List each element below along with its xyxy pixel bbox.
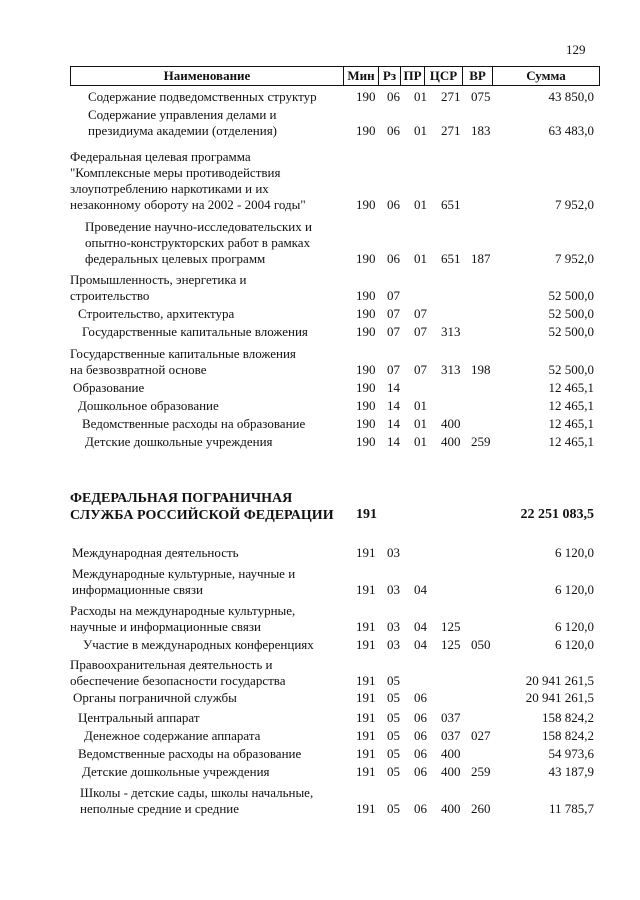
cell-sum: 12 465,1 (548, 380, 594, 395)
row-name-line: ФЕДЕРАЛЬНАЯ ПОГРАНИЧНАЯ (70, 491, 293, 506)
row-name (78, 746, 301, 762)
cell-min: 191 (356, 545, 376, 560)
cell-rz: 05 (387, 746, 400, 761)
cell-rz: 05 (387, 764, 400, 779)
cell-min: 190 (356, 380, 376, 395)
cell-csr: 400 (441, 434, 461, 449)
cell-vr: 075 (471, 89, 491, 104)
cell-pr: 07 (414, 362, 427, 377)
cell-rz: 05 (387, 728, 400, 743)
cell-min: 191 (356, 507, 377, 522)
cell-sum: 7 952,0 (555, 197, 594, 212)
cell-csr: 651 (441, 251, 461, 266)
cell-pr: 06 (414, 801, 427, 816)
cell-rz: 06 (387, 123, 400, 138)
table-header (70, 66, 600, 86)
cell-min: 190 (356, 416, 376, 431)
row-name (70, 149, 306, 213)
cell-sum: 20 941 261,5 (525, 690, 594, 705)
row-name (82, 416, 305, 432)
cell-min: 190 (356, 398, 376, 413)
row-name-line: Международные культурные, научные и (72, 566, 296, 581)
cell-min: 191 (356, 582, 376, 597)
cell-min: 191 (356, 690, 376, 705)
cell-sum: 43 187,9 (548, 764, 594, 779)
cell-csr: 400 (441, 416, 461, 431)
cell-rz: 03 (387, 619, 400, 634)
row-name-line: Содержание подведомственных структур (88, 89, 317, 104)
cell-sum: 11 785,7 (548, 801, 594, 816)
row-name (78, 710, 200, 726)
cell-pr: 07 (414, 306, 427, 321)
row-name (88, 89, 317, 105)
cell-csr: 651 (441, 197, 461, 212)
row-name-line: Школы - детские сады, школы начальные, (80, 785, 314, 800)
cell-rz: 14 (387, 434, 400, 449)
row-name-line: Денежное содержание аппарата (84, 728, 261, 743)
cell-sum: 7 952,0 (555, 251, 594, 266)
cell-min: 191 (356, 710, 376, 725)
cell-pr: 07 (414, 324, 427, 339)
cell-min: 190 (356, 288, 376, 303)
cell-min: 190 (356, 306, 376, 321)
cell-pr: 01 (414, 434, 427, 449)
cell-rz: 07 (387, 306, 400, 321)
cell-pr: 01 (414, 398, 427, 413)
cell-pr: 01 (414, 89, 427, 104)
cell-rz: 05 (387, 673, 400, 688)
row-name-line: злоупотреблению наркотиками и их (70, 181, 269, 196)
cell-rz: 06 (387, 251, 400, 266)
cell-min: 191 (356, 746, 376, 761)
cell-vr: 027 (471, 728, 491, 743)
cell-sum: 6 120,0 (555, 619, 594, 634)
cell-sum: 52 500,0 (548, 362, 594, 377)
cell-min: 190 (356, 89, 376, 104)
row-name-line: СЛУЖБА РОССИЙСКОЙ ФЕДЕРАЦИИ (70, 508, 334, 523)
cell-sum: 54 973,6 (548, 746, 594, 761)
row-name-line: Содержание управления делами и (88, 107, 277, 122)
cell-rz: 05 (387, 710, 400, 725)
row-name (85, 219, 312, 267)
row-name-line: неполные средние и средние (80, 801, 240, 816)
cell-sum: 12 465,1 (548, 398, 594, 413)
cell-sum: 20 941 261,5 (525, 673, 594, 688)
header-csr: ЦСР (425, 67, 463, 85)
cell-min: 191 (356, 637, 376, 652)
cell-csr: 125 (441, 637, 461, 652)
header-pr: ПР (401, 67, 425, 85)
header-sum: Сумма (526, 68, 566, 83)
cell-pr: 01 (414, 123, 427, 138)
cell-min: 191 (356, 673, 376, 688)
row-name-line: Строительство, архитектура (78, 306, 235, 321)
row-name-line: Правоохранительная деятельность и (70, 657, 273, 672)
row-name-line: Участие в международных конференциях (83, 637, 314, 652)
row-name-line: информационные связи (72, 582, 203, 597)
cell-sum: 52 500,0 (548, 324, 594, 339)
cell-sum: 52 500,0 (548, 306, 594, 321)
cell-pr: 06 (414, 710, 427, 725)
cell-pr: 01 (414, 251, 427, 266)
cell-vr: 050 (471, 637, 491, 652)
cell-min: 190 (356, 434, 376, 449)
cell-pr: 04 (414, 637, 427, 652)
cell-sum: 6 120,0 (555, 545, 594, 560)
row-name-line: Дошкольное образование (78, 398, 219, 413)
row-name (85, 434, 273, 450)
cell-vr: 187 (471, 251, 491, 266)
cell-min: 191 (356, 619, 376, 634)
row-name-line: Проведение научно-исследовательских и (85, 219, 312, 234)
cell-rz: 06 (387, 197, 400, 212)
row-name (70, 346, 296, 378)
cell-rz: 14 (387, 380, 400, 395)
row-name (73, 690, 237, 706)
cell-sum: 52 500,0 (548, 288, 594, 303)
row-name-line: Федеральная целевая программа (70, 149, 251, 164)
row-name-line: Промышленность, энергетика и (70, 272, 247, 287)
row-name (70, 272, 246, 304)
cell-rz: 05 (387, 690, 400, 705)
row-name-line: федеральных целевых программ (85, 251, 266, 266)
cell-sum: 12 465,1 (548, 416, 594, 431)
cell-sum: 6 120,0 (555, 637, 594, 652)
cell-sum: 158 824,2 (542, 728, 594, 743)
cell-csr: 313 (441, 362, 461, 377)
row-name-line: незаконному обороту на 2002 - 2004 годы" (70, 197, 306, 212)
cell-csr: 271 (441, 123, 461, 138)
page-number: 129 (566, 42, 586, 57)
cell-pr: 06 (414, 728, 427, 743)
cell-min: 190 (356, 251, 376, 266)
header-min: Мин (344, 67, 379, 85)
cell-min: 191 (356, 764, 376, 779)
row-name-line: Ведомственные расходы на образование (78, 746, 302, 761)
row-name-line: строительство (70, 288, 150, 303)
cell-csr: 400 (441, 801, 461, 816)
cell-pr: 06 (414, 746, 427, 761)
cell-sum: 158 824,2 (542, 710, 594, 725)
row-name-line: Государственные капитальные вложения (82, 324, 308, 339)
row-name (80, 785, 313, 817)
row-name-line: Центральный аппарат (78, 710, 200, 725)
row-name-line: Государственные капитальные вложения (70, 346, 296, 361)
cell-rz: 14 (387, 416, 400, 431)
row-name (73, 380, 144, 396)
row-name-line: обеспечение безопасности государства (70, 673, 286, 688)
cell-min: 190 (356, 123, 376, 138)
cell-csr: 037 (441, 728, 461, 743)
cell-rz: 03 (387, 545, 400, 560)
row-name-line: опытно-конструкторских работ в рамках (85, 235, 311, 250)
header-vr: ВР (463, 67, 493, 85)
cell-sum: 22 251 083,5 (520, 507, 594, 522)
cell-rz: 14 (387, 398, 400, 413)
row-name-line: "Комплексные меры противодействия (70, 165, 281, 180)
cell-min: 190 (356, 324, 376, 339)
cell-min: 190 (356, 197, 376, 212)
row-name (70, 490, 334, 524)
cell-rz: 07 (387, 324, 400, 339)
cell-min: 190 (356, 362, 376, 377)
row-name-line: научные и информационные связи (70, 619, 261, 634)
cell-pr: 04 (414, 619, 427, 634)
cell-sum: 6 120,0 (555, 582, 594, 597)
cell-vr: 259 (471, 434, 491, 449)
row-name-line: Детские дошкольные учреждения (82, 764, 270, 779)
cell-vr: 183 (471, 123, 491, 138)
row-name-line: Детские дошкольные учреждения (85, 434, 273, 449)
cell-pr: 06 (414, 690, 427, 705)
cell-vr: 259 (471, 764, 491, 779)
row-name (78, 306, 234, 322)
row-name-line: Международная деятельность (72, 545, 239, 560)
cell-sum: 12 465,1 (548, 434, 594, 449)
header-rz: Рз (379, 67, 401, 85)
cell-pr: 01 (414, 197, 427, 212)
row-name (82, 324, 308, 340)
cell-min: 191 (356, 801, 376, 816)
cell-pr: 06 (414, 764, 427, 779)
cell-rz: 03 (387, 582, 400, 597)
row-name (70, 603, 295, 635)
cell-csr: 125 (441, 619, 461, 634)
cell-rz: 05 (387, 801, 400, 816)
row-name (70, 657, 286, 689)
cell-vr: 260 (471, 801, 491, 816)
row-name (83, 637, 314, 653)
cell-sum: 43 850,0 (548, 89, 594, 104)
cell-csr: 271 (441, 89, 461, 104)
row-name (82, 764, 270, 780)
row-name-line: на безвозвратной основе (70, 362, 207, 377)
cell-min: 191 (356, 728, 376, 743)
row-name (72, 545, 239, 561)
row-name (84, 728, 260, 744)
row-name (88, 107, 277, 139)
cell-pr: 04 (414, 582, 427, 597)
cell-rz: 03 (387, 637, 400, 652)
row-name-line: Ведомственные расходы на образование (82, 416, 306, 431)
cell-vr: 198 (471, 362, 491, 377)
cell-sum: 63 483,0 (548, 123, 594, 138)
row-name-line: президиума академии (отделения) (88, 123, 278, 138)
row-name-line: Образование (73, 380, 145, 395)
row-name (72, 566, 295, 598)
row-name (78, 398, 219, 414)
cell-csr: 400 (441, 764, 461, 779)
cell-csr: 400 (441, 746, 461, 761)
cell-rz: 06 (387, 89, 400, 104)
row-name-line: Расходы на международные культурные, (70, 603, 296, 618)
row-name-line: Органы пограничной службы (73, 690, 237, 705)
header-name: Наименование (71, 67, 344, 85)
cell-csr: 037 (441, 710, 461, 725)
cell-rz: 07 (387, 362, 400, 377)
cell-rz: 07 (387, 288, 400, 303)
cell-pr: 01 (414, 416, 427, 431)
cell-csr: 313 (441, 324, 461, 339)
